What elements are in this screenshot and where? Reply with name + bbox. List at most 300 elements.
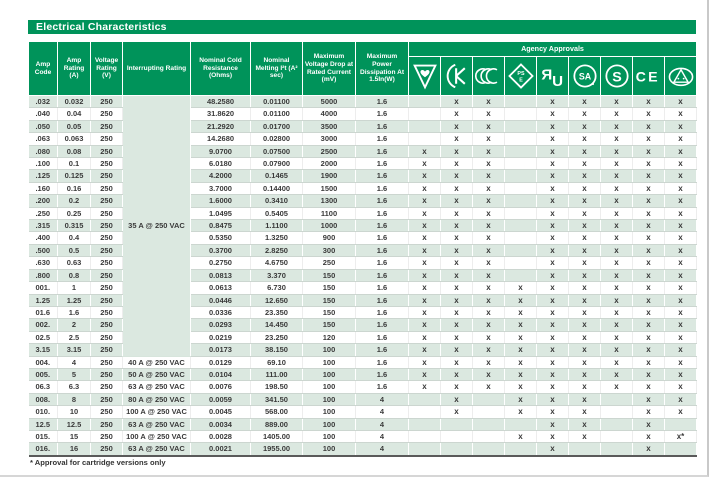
max-voltage-drop-cell: 100: [303, 418, 356, 430]
approval-cell: x: [633, 133, 665, 145]
nominal-melting-cell: 1.1100: [251, 220, 303, 232]
nominal-cold-resistance-cell: 0.0446: [191, 294, 251, 306]
table-body: [29, 96, 697, 456]
approval-cell: x: [537, 319, 569, 331]
approval-cell: x: [473, 306, 505, 318]
voltage-rating-cell: 250: [91, 294, 123, 306]
approval-cell: x: [409, 232, 441, 244]
voltage-rating-cell: 250: [91, 158, 123, 170]
nominal-cold-resistance-cell: 0.0104: [191, 368, 251, 380]
approval-cell: x: [473, 158, 505, 170]
approval-cell: x: [665, 381, 697, 393]
voltage-rating-cell: 250: [91, 96, 123, 108]
interrupting-rating-merged-cell: 35 A @ 250 VAC: [123, 96, 191, 357]
amp-rating-cell: 15: [58, 430, 91, 442]
voltage-rating-cell: 250: [91, 393, 123, 405]
approval-cell: [409, 133, 441, 145]
interrupting-rating-cell: 63 A @ 250 VAC: [123, 443, 191, 456]
pse-diamond-icon: [507, 60, 535, 92]
nominal-cold-resistance-cell: 0.0173: [191, 344, 251, 356]
amp-rating-cell: 0.63: [58, 257, 91, 269]
approval-cell: [601, 393, 633, 405]
approval-cell: [409, 96, 441, 108]
amp-code-cell: .050: [29, 120, 58, 132]
amp-code-cell: .630: [29, 257, 58, 269]
approval-cell: x: [569, 220, 601, 232]
approval-cell: x: [473, 195, 505, 207]
max-voltage-drop-cell: 300: [303, 244, 356, 256]
approval-cell: x: [409, 331, 441, 343]
amp-rating-cell: 0.125: [58, 170, 91, 182]
approval-cell: x: [601, 170, 633, 182]
nominal-melting-cell: 38.150: [251, 344, 303, 356]
approval-cell: x: [633, 170, 665, 182]
nominal-melting-cell: 0.14400: [251, 182, 303, 194]
amp-code-cell: .400: [29, 232, 58, 244]
approval-cell: x: [409, 368, 441, 380]
max-power-dissipation-cell: 1.6: [356, 269, 409, 281]
max-voltage-drop-cell: 100: [303, 381, 356, 393]
max-voltage-drop-cell: 150: [303, 306, 356, 318]
interrupting-rating-cell: 63 A @ 250 VAC: [123, 418, 191, 430]
amp-code-cell: 06.3: [29, 381, 58, 393]
approval-cell: x: [537, 356, 569, 368]
approval-cell: [473, 393, 505, 405]
max-power-dissipation-cell: 1.6: [356, 306, 409, 318]
approval-cell: x: [441, 344, 473, 356]
max-power-dissipation-cell: 4: [356, 418, 409, 430]
nominal-melting-cell: 0.07900: [251, 158, 303, 170]
approval-cell: x: [633, 294, 665, 306]
max-voltage-drop-cell: 1100: [303, 207, 356, 219]
approval-cell: x: [569, 108, 601, 120]
max-power-dissipation-cell: 4: [356, 443, 409, 456]
approval-cell: x: [665, 145, 697, 157]
max-voltage-drop-cell: 100: [303, 406, 356, 418]
nominal-melting-cell: 198.50: [251, 381, 303, 393]
approval-cell: x: [601, 381, 633, 393]
nominal-cold-resistance-cell: 0.0613: [191, 282, 251, 294]
section-title: Electrical Characteristics: [28, 20, 696, 34]
amp-rating-cell: 8: [58, 393, 91, 405]
approval-cell: x: [601, 306, 633, 318]
voltage-rating-cell: 250: [91, 182, 123, 194]
nominal-cold-resistance-cell: 0.0028: [191, 430, 251, 442]
approval-cell: x: [441, 269, 473, 281]
approval-cell: x: [601, 356, 633, 368]
approval-cell: x: [569, 96, 601, 108]
approval-cell: x: [537, 393, 569, 405]
approval-cell: x: [505, 381, 537, 393]
max-power-dissipation-cell: 1.6: [356, 182, 409, 194]
approval-cell: x: [569, 257, 601, 269]
vde-triangle-icon: [412, 60, 438, 92]
nominal-cold-resistance-cell: 0.8475: [191, 220, 251, 232]
approval-cell: x: [441, 133, 473, 145]
max-voltage-drop-cell: 2500: [303, 145, 356, 157]
approval-cell: x: [537, 443, 569, 456]
max-voltage-drop-cell: 5000: [303, 96, 356, 108]
header-nominal-cold-resistance: Nominal Cold Resistance (Ohms): [191, 42, 251, 96]
approval-cell: [473, 406, 505, 418]
amp-code-cell: .063: [29, 133, 58, 145]
approval-cell: x: [441, 158, 473, 170]
approval-cell: x: [665, 344, 697, 356]
nominal-cold-resistance-cell: 0.0059: [191, 393, 251, 405]
approval-cell: x: [473, 344, 505, 356]
approval-cell: x: [409, 381, 441, 393]
voltage-rating-cell: 250: [91, 145, 123, 157]
ur-recognized-icon: [539, 60, 567, 92]
approval-cell: [665, 418, 697, 430]
approval-cell: x: [665, 182, 697, 194]
nominal-melting-cell: 0.01700: [251, 120, 303, 132]
nominal-melting-cell: 0.1465: [251, 170, 303, 182]
amp-code-cell: .125: [29, 170, 58, 182]
approval-cell: x: [633, 120, 665, 132]
nominal-melting-cell: 23.350: [251, 306, 303, 318]
approval-cell: x: [633, 356, 665, 368]
voltage-rating-cell: 250: [91, 443, 123, 456]
header-nominal-melting: Nominal Melting I²t (A² sec): [251, 42, 303, 96]
approval-cell: [665, 443, 697, 456]
nominal-melting-cell: 12.650: [251, 294, 303, 306]
approval-cell: x: [665, 257, 697, 269]
approval-cell: x: [569, 306, 601, 318]
voltage-rating-cell: 250: [91, 282, 123, 294]
amp-code-cell: 02.5: [29, 331, 58, 343]
max-voltage-drop-cell: 900: [303, 232, 356, 244]
nominal-cold-resistance-cell: 0.2750: [191, 257, 251, 269]
nominal-melting-cell: 0.01100: [251, 96, 303, 108]
nominal-cold-resistance-cell: 0.3700: [191, 244, 251, 256]
max-power-dissipation-cell: 1.6: [356, 331, 409, 343]
approval-cell: x: [601, 207, 633, 219]
approval-cell: x: [601, 145, 633, 157]
table-row: [29, 356, 697, 368]
approval-cell: x: [441, 393, 473, 405]
approval-cell: x: [537, 195, 569, 207]
approval-cell: x: [473, 170, 505, 182]
nominal-cold-resistance-cell: 14.2680: [191, 133, 251, 145]
nominal-cold-resistance-cell: 0.0034: [191, 418, 251, 430]
approval-cell: [473, 443, 505, 456]
amp-code-cell: 002.: [29, 319, 58, 331]
approval-cell: x: [537, 232, 569, 244]
approval-cell: [505, 120, 537, 132]
nominal-melting-cell: 6.730: [251, 282, 303, 294]
nominal-melting-cell: 14.450: [251, 319, 303, 331]
nominal-melting-cell: 3.370: [251, 269, 303, 281]
approval-cell: x: [601, 244, 633, 256]
max-power-dissipation-cell: 1.6: [356, 207, 409, 219]
interrupting-rating-cell: 100 A @ 250 VAC: [123, 430, 191, 442]
approval-cell: x: [473, 145, 505, 157]
voltage-rating-cell: 250: [91, 257, 123, 269]
approval-cell: x: [473, 257, 505, 269]
voltage-rating-cell: 250: [91, 232, 123, 244]
header-amp-rating: Amp Rating (A): [58, 42, 91, 96]
approval-cell: x: [665, 96, 697, 108]
approval-cell: [409, 108, 441, 120]
approval-cell: x: [441, 319, 473, 331]
max-power-dissipation-cell: 1.6: [356, 232, 409, 244]
max-power-dissipation-cell: 1.6: [356, 244, 409, 256]
approval-cell: x: [601, 269, 633, 281]
voltage-rating-cell: 250: [91, 344, 123, 356]
max-voltage-drop-cell: 1500: [303, 182, 356, 194]
approval-cell: x: [473, 368, 505, 380]
amp-rating-cell: 0.2: [58, 195, 91, 207]
approval-cell: x: [633, 381, 665, 393]
approval-cell: x: [665, 195, 697, 207]
max-power-dissipation-cell: 4: [356, 393, 409, 405]
approval-cell: x: [569, 120, 601, 132]
approval-cell: x: [569, 244, 601, 256]
amp-code-cell: .080: [29, 145, 58, 157]
approval-cell: x: [537, 133, 569, 145]
nominal-cold-resistance-cell: 0.0813: [191, 269, 251, 281]
amp-code-cell: 3.15: [29, 344, 58, 356]
amp-rating-cell: 4: [58, 356, 91, 368]
approval-cell: x: [537, 170, 569, 182]
voltage-rating-cell: 250: [91, 368, 123, 380]
max-power-dissipation-cell: 1.6: [356, 257, 409, 269]
approval-cell: x: [569, 356, 601, 368]
amp-rating-cell: 0.4: [58, 232, 91, 244]
approval-cell: x: [473, 220, 505, 232]
approval-cell: x: [665, 294, 697, 306]
max-voltage-drop-cell: 1000: [303, 220, 356, 232]
approval-cell: x: [665, 331, 697, 343]
nominal-cold-resistance-cell: 31.8620: [191, 108, 251, 120]
approval-cell: x: [441, 331, 473, 343]
approval-cell: x: [409, 207, 441, 219]
approval-cell: x: [601, 133, 633, 145]
approval-cell: x: [537, 331, 569, 343]
approval-cell: x: [505, 368, 537, 380]
approval-cell: x: [505, 294, 537, 306]
approval-cell: x: [441, 282, 473, 294]
approval-cell: x: [633, 319, 665, 331]
approval-cell: x: [569, 170, 601, 182]
approval-cell: x: [665, 306, 697, 318]
approval-cell: x: [569, 406, 601, 418]
nominal-melting-cell: 341.50: [251, 393, 303, 405]
amp-code-cell: 010.: [29, 406, 58, 418]
approval-cell: x: [441, 195, 473, 207]
approval-cell: x: [441, 257, 473, 269]
max-voltage-drop-cell: 100: [303, 344, 356, 356]
amp-rating-cell: 0.8: [58, 269, 91, 281]
max-voltage-drop-cell: 100: [303, 443, 356, 456]
csa-mark-header: [569, 57, 601, 96]
approval-cell: x: [601, 344, 633, 356]
approval-cell: x: [537, 182, 569, 194]
interrupting-rating-cell: 63 A @ 250 VAC: [123, 381, 191, 393]
nominal-cold-resistance-cell: 4.2000: [191, 170, 251, 182]
nominal-melting-cell: 0.3410: [251, 195, 303, 207]
max-voltage-drop-cell: 150: [303, 269, 356, 281]
approval-cell: x: [665, 269, 697, 281]
approval-cell: [505, 232, 537, 244]
approval-cell: x: [537, 244, 569, 256]
approval-cell: x: [665, 170, 697, 182]
approval-cell: [505, 244, 537, 256]
approval-cell: x: [569, 207, 601, 219]
approval-cell: x: [601, 282, 633, 294]
nominal-cold-resistance-cell: 48.2580: [191, 96, 251, 108]
voltage-rating-cell: 250: [91, 381, 123, 393]
max-voltage-drop-cell: 3000: [303, 133, 356, 145]
voltage-rating-cell: 250: [91, 331, 123, 343]
amp-rating-cell: 12.5: [58, 418, 91, 430]
approval-cell: x: [409, 158, 441, 170]
approval-cell: x: [537, 381, 569, 393]
table-row: [29, 368, 697, 380]
approval-cell: x: [441, 207, 473, 219]
approval-cell: x: [569, 331, 601, 343]
approval-cell: x: [473, 133, 505, 145]
approval-cell: x: [537, 120, 569, 132]
max-voltage-drop-cell: 150: [303, 282, 356, 294]
approval-cell: x: [441, 120, 473, 132]
approval-cell: x: [473, 282, 505, 294]
voltage-rating-cell: 250: [91, 418, 123, 430]
approval-cell: [505, 443, 537, 456]
max-voltage-drop-cell: 150: [303, 294, 356, 306]
approval-cell: x: [441, 244, 473, 256]
approval-cell: x: [505, 356, 537, 368]
voltage-rating-cell: 250: [91, 220, 123, 232]
approval-cell: x: [537, 406, 569, 418]
amp-rating-cell: 1: [58, 282, 91, 294]
voltage-rating-cell: 250: [91, 120, 123, 132]
amp-code-cell: 1.25: [29, 294, 58, 306]
approval-cell: x: [601, 96, 633, 108]
approval-cell: x: [473, 96, 505, 108]
approval-cell: x: [441, 368, 473, 380]
amp-code-cell: .250: [29, 207, 58, 219]
table-row: [29, 430, 697, 442]
svg-text:SA: SA: [578, 71, 591, 82]
nominal-melting-cell: 0.07500: [251, 145, 303, 157]
approval-cell: x: [633, 195, 665, 207]
approval-cell: x: [537, 96, 569, 108]
approval-cell: x: [441, 306, 473, 318]
amp-code-cell: 004.: [29, 356, 58, 368]
approval-cell: x: [409, 306, 441, 318]
approval-cell: [505, 108, 537, 120]
nominal-melting-cell: 2.8250: [251, 244, 303, 256]
approval-cell: [505, 418, 537, 430]
approval-cell: x: [665, 158, 697, 170]
table-row: [29, 406, 697, 418]
svg-text:Я: Я: [540, 66, 552, 84]
approval-cell: x: [633, 244, 665, 256]
voltage-rating-cell: 250: [91, 244, 123, 256]
nominal-cold-resistance-cell: 9.0700: [191, 145, 251, 157]
approval-cell: x: [569, 294, 601, 306]
table-row: [29, 381, 697, 393]
voltage-rating-cell: 250: [91, 319, 123, 331]
vde-mark-header: [409, 57, 441, 96]
approval-cell: x: [473, 331, 505, 343]
approval-cell: x: [569, 368, 601, 380]
amp-rating-cell: 0.1: [58, 158, 91, 170]
approval-cell: x: [409, 356, 441, 368]
max-power-dissipation-cell: 1.6: [356, 145, 409, 157]
approval-cell: x: [473, 207, 505, 219]
approval-cell: x: [665, 368, 697, 380]
approval-cell: [505, 133, 537, 145]
amp-rating-cell: 0.04: [58, 108, 91, 120]
approval-cell: x: [537, 306, 569, 318]
approval-cell: x: [633, 207, 665, 219]
kc-mark-header: [441, 57, 473, 96]
approval-cell: x: [665, 133, 697, 145]
amp-code-cell: 016.: [29, 443, 58, 456]
amp-rating-cell: 0.315: [58, 220, 91, 232]
nominal-melting-cell: 1405.00: [251, 430, 303, 442]
amp-rating-cell: 10: [58, 406, 91, 418]
approval-cell: x: [601, 294, 633, 306]
amp-code-cell: .040: [29, 108, 58, 120]
approval-cell: x: [569, 282, 601, 294]
max-power-dissipation-cell: 1.6: [356, 133, 409, 145]
amp-rating-cell: 0.5: [58, 244, 91, 256]
nominal-cold-resistance-cell: 1.6000: [191, 195, 251, 207]
voltage-rating-cell: 250: [91, 356, 123, 368]
approval-cell: x: [505, 331, 537, 343]
approval-cell: [505, 170, 537, 182]
nominal-melting-cell: 111.00: [251, 368, 303, 380]
approval-cell: x: [633, 393, 665, 405]
approval-cell: x: [537, 158, 569, 170]
max-voltage-drop-cell: 120: [303, 331, 356, 343]
header-interrupting-rating: Interrupting Rating: [123, 42, 191, 96]
voltage-rating-cell: 250: [91, 170, 123, 182]
nominal-melting-cell: 1.3250: [251, 232, 303, 244]
approval-cell: x: [409, 244, 441, 256]
approval-cell: x: [665, 356, 697, 368]
approval-cell: x: [441, 381, 473, 393]
approval-cell: [505, 195, 537, 207]
amp-rating-cell: 2.5: [58, 331, 91, 343]
approval-cell: x: [409, 182, 441, 194]
approval-cell: x: [473, 356, 505, 368]
approval-cell: [409, 406, 441, 418]
max-voltage-drop-cell: 3500: [303, 120, 356, 132]
approval-cell: x: [537, 269, 569, 281]
voltage-rating-cell: 250: [91, 108, 123, 120]
approval-cell: x: [473, 294, 505, 306]
approval-cell: x: [409, 294, 441, 306]
approval-cell: [409, 418, 441, 430]
max-voltage-drop-cell: 1900: [303, 170, 356, 182]
approval-cell: x: [441, 356, 473, 368]
approval-cell: x: [537, 344, 569, 356]
nominal-cold-resistance-cell: 0.0045: [191, 406, 251, 418]
approval-cell: x: [537, 430, 569, 442]
nominal-melting-cell: 889.00: [251, 418, 303, 430]
amp-rating-cell: 0.25: [58, 207, 91, 219]
approval-cell: x: [633, 344, 665, 356]
nominal-melting-cell: 0.02800: [251, 133, 303, 145]
approval-cell: x: [633, 232, 665, 244]
nominal-melting-cell: 69.10: [251, 356, 303, 368]
approval-cell: x: [601, 220, 633, 232]
